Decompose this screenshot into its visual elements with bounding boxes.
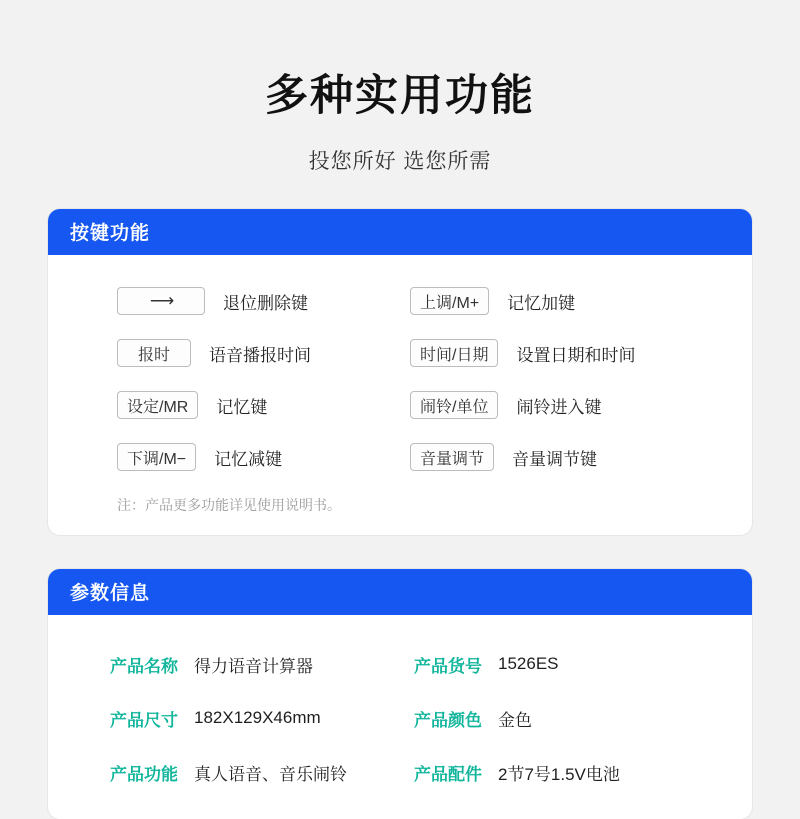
table-row <box>400 381 726 429</box>
table-row <box>74 691 400 745</box>
table-row <box>400 691 726 745</box>
spec-value: 得力语音计算器 <box>194 656 313 676</box>
spec-card-body <box>48 615 752 819</box>
spec-card <box>48 569 752 819</box>
key-cap: 音量调节 <box>410 443 494 471</box>
spec-value: 1526ES <box>498 654 559 673</box>
key-cap: 时间/日期 <box>410 339 498 367</box>
key-desc: 记忆键 <box>216 397 268 417</box>
spec-value: 金色 <box>498 710 532 730</box>
key-desc: 记忆减键 <box>214 449 283 469</box>
spec-value: 真人语音、音乐闹铃 <box>194 764 347 784</box>
key-desc: 退位删除键 <box>223 293 308 313</box>
key-cap: 设定/MR <box>117 391 198 419</box>
key-function-card <box>48 209 752 535</box>
spec-table <box>74 637 726 799</box>
table-row <box>74 745 400 799</box>
spec-label: 产品功能 <box>110 764 178 784</box>
table-row <box>74 637 400 691</box>
table-row <box>74 381 400 429</box>
spec-label: 产品名称 <box>110 656 178 676</box>
key-desc: 音量调节键 <box>512 449 598 469</box>
key-cap: 上调/M+ <box>410 287 489 315</box>
key-desc: 闹铃进入键 <box>516 397 602 417</box>
table-row <box>74 433 400 481</box>
page-title: 多种实用功能 <box>265 72 535 120</box>
key-function-card-body <box>48 255 752 535</box>
key-function-table <box>74 277 726 481</box>
key-cap-arrow-right: ⟶ <box>117 287 205 315</box>
table-row <box>74 329 400 377</box>
table-row <box>400 329 726 377</box>
key-desc: 记忆加键 <box>507 293 576 313</box>
key-function-note: 注：产品更多功能详见使用说明书。 <box>117 497 341 513</box>
spec-value: 182X129X46mm <box>194 708 321 727</box>
spec-label: 产品颜色 <box>414 710 482 730</box>
spec-label: 产品尺寸 <box>110 710 178 730</box>
key-cap: 下调/M− <box>117 443 196 471</box>
key-desc: 语音播报时间 <box>209 345 311 365</box>
table-row <box>400 277 726 325</box>
table-row <box>74 277 400 325</box>
table-row <box>400 433 726 481</box>
page-subtitle: 投您所好 选您所需 <box>308 150 492 173</box>
spec-value: 2节7号1.5V电池 <box>498 764 620 784</box>
spec-card-header: 参数信息 <box>48 569 752 615</box>
table-row <box>400 745 726 799</box>
key-desc: 设置日期和时间 <box>516 345 636 365</box>
key-cap: 报时 <box>117 339 191 367</box>
key-cap: 闹铃/单位 <box>410 391 498 419</box>
table-row <box>400 637 726 691</box>
spec-label: 产品货号 <box>414 656 482 676</box>
spec-label: 产品配件 <box>414 764 482 784</box>
key-function-card-header: 按键功能 <box>48 209 752 255</box>
